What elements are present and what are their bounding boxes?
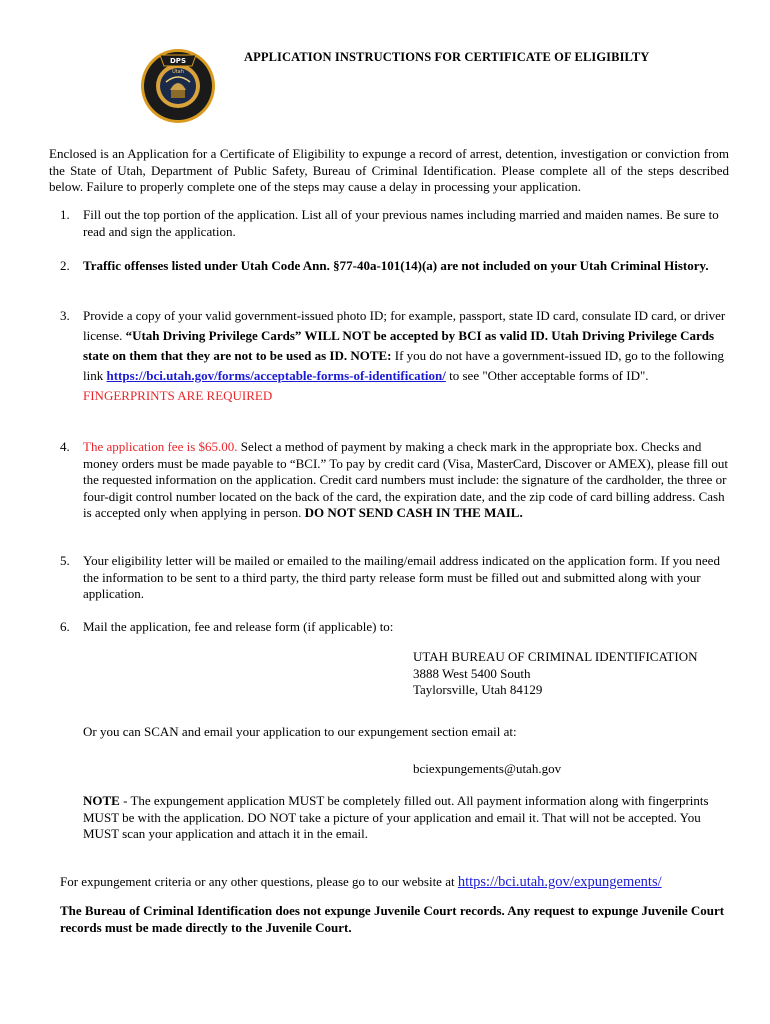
step-2 [60, 256, 730, 276]
step-text: Fill out the top portion of the application. List all of your previous names including married and maiden names. Be sure to read and sign the application. [83, 207, 719, 239]
step-3 [60, 306, 730, 406]
step-3-bold-warning: “Utah Driving Privilege Cards” WILL NOT be accepted by BCI as valid ID. Utah Driving Privilege Cards state on them that they are not to be used as ID. NOTE: [83, 328, 715, 363]
step-1 [60, 207, 730, 240]
address-line-3: Taylorsville, Utah 84129 [413, 682, 543, 697]
step-text [83, 306, 730, 386]
address-line-2: 3888 West 5400 South [413, 665, 531, 681]
step-text [83, 439, 730, 522]
fingerprints-required-note: FINGERPRINTS ARE REQUIRED [83, 388, 273, 403]
dps-utah-seal-logo [140, 46, 216, 126]
step-4 [60, 439, 730, 522]
step-number: 5. [60, 553, 70, 568]
address-line-1: UTAH BUREAU OF CRIMINAL IDENTIFICATION [413, 649, 698, 664]
note-text: - The expungement application MUST be completely filled out. All payment information along with fingerprints MUST be with the application. DO NOT take a picture of your application and email it. That will not be accepted. You MUST scan your application and attach it in the email. [83, 793, 709, 841]
intro-paragraph: Enclosed is an Application for a Certificate of Eligibility to expunge a record of arrest, detention, investigation or conviction from the State of Utah, Department of Public Safety, Bureau of Criminal Identification. Please complete all of the steps described below. Failure to properly complete one of the steps may cause a delay in processing your application. [49, 146, 729, 194]
step-6 [60, 619, 730, 636]
step-number: 6. [60, 619, 70, 634]
acceptable-id-link[interactable]: https://bci.utah.gov/forms/acceptable-forms-of-identification/ [106, 368, 446, 383]
criteria-paragraph [60, 874, 740, 891]
juvenile-court-note: The Bureau of Criminal Identification does not expunge Juvenile Court records. Any request to expunge Juvenile Court records must be made directly to the Juvenile Court. [60, 903, 725, 935]
no-cash-warning: DO NOT SEND CASH IN THE MAIL. [304, 505, 523, 520]
mailing-address [413, 649, 697, 699]
step-text: Traffic offenses listed under Utah Code Ann. §77-40a-101(14)(a) are not included on your Utah Criminal History. [83, 258, 709, 273]
step-number: 1. [60, 207, 70, 222]
step-5 [60, 553, 730, 603]
note-paragraph [83, 793, 723, 843]
scan-email-instruction: Or you can SCAN and email your application to our expungement section email at: [83, 724, 517, 739]
expungement-email: bciexpungements@utah.gov [413, 761, 562, 776]
step-number: 3. [60, 308, 70, 323]
criteria-text: For expungement criteria or any other questions, please go to our website at [60, 874, 458, 889]
seal-dps-text: DPS [170, 57, 186, 65]
application-fee: The application fee is $65.00. [83, 439, 238, 454]
step-text: Mail the application, fee and release form (if applicable) to: [83, 619, 394, 634]
step-3-text-c: to see "Other acceptable forms of ID". [445, 368, 649, 383]
note-label: NOTE [83, 793, 120, 808]
seal-utah-text: Utah [172, 69, 184, 75]
step-text: Your eligibility letter will be mailed or emailed to the mailing/email address indicated on the application form. If you need the information to be sent to a third party, the third party release form must be filled out and submitted along with your application. [83, 553, 720, 601]
page-title: APPLICATION INSTRUCTIONS FOR CERTIFICATE OF ELIGIBILTY [244, 50, 650, 64]
step-3-text-a: Provide a copy of your valid government-issued photo ID; for example, passport, state ID card, consulate ID card, or driver license. [83, 308, 726, 343]
step-3-text-b: If you do not have a government-issued ID, go to the following link [83, 348, 725, 383]
expungements-website-link[interactable]: https://bci.utah.gov/expungements/ [457, 874, 662, 890]
step-number: 4. [60, 439, 70, 454]
step-number: 2. [60, 258, 70, 273]
step-4-text: Select a method of payment by making a check mark in the appropriate box. Checks and money orders must be made payable to “BCI.” To pay by credit card (Visa, MasterCard, Discover or AMEX), please fill out the requested information on the application. Credit card numbers must include: the signature of the cardholder, the three or four-digit control number located on the back of the card, the expiration date, and the zip code of card billing address. Cash is accepted only when applying in person. [83, 439, 728, 520]
